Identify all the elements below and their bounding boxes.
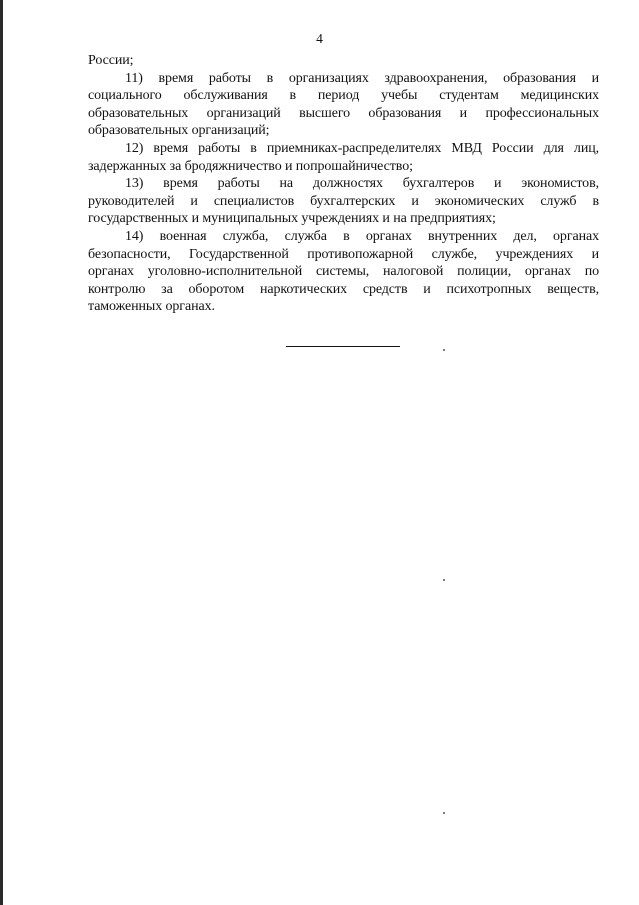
closing-separator-line xyxy=(286,346,400,347)
document-body xyxy=(88,52,599,316)
text-line-13: органах уголовно-исполнительной системы, налоговой полиции, органах по xyxy=(88,264,599,280)
scan-speck xyxy=(443,349,445,351)
text-line-9: руководителей и специалистов бухгалтерских и экономических служб в xyxy=(88,193,599,209)
page-number: 4 xyxy=(316,31,323,46)
text-line-4: образовательных организаций высшего образования и профессиональных xyxy=(88,105,599,121)
text-line-7: задержанных за бродяжничество и попрошайничество; xyxy=(88,158,413,174)
text-line-14: контролю за оборотом наркотических средств и психотропных веществ, xyxy=(88,281,599,297)
text-line-5: образовательных организаций; xyxy=(88,123,270,139)
scan-speck xyxy=(443,812,445,814)
scan-speck xyxy=(443,579,445,581)
text-line-6: 12) время работы в приемниках-распределителях МВД России для лиц, xyxy=(125,140,599,156)
text-line-10: государственных и муниципальных учреждениях и на предприятиях; xyxy=(88,211,496,227)
text-line-15: таможенных органах. xyxy=(88,299,215,315)
text-line-3: социального обслуживания в период учебы студентам медицинских xyxy=(88,88,599,104)
text-line-1: России; xyxy=(88,53,134,68)
scan-left-border xyxy=(0,0,3,905)
text-line-2: 11) время работы в организациях здравоохранения, образования и xyxy=(125,70,599,86)
text-line-11: 14) военная служба, служба в органах внутренних дел, органах xyxy=(125,228,599,244)
text-line-12: безопасности, Государственной противопожарной службе, учреждениях и xyxy=(88,246,599,262)
text-line-8: 13) время работы на должностях бухгалтеров и экономистов, xyxy=(125,176,599,192)
